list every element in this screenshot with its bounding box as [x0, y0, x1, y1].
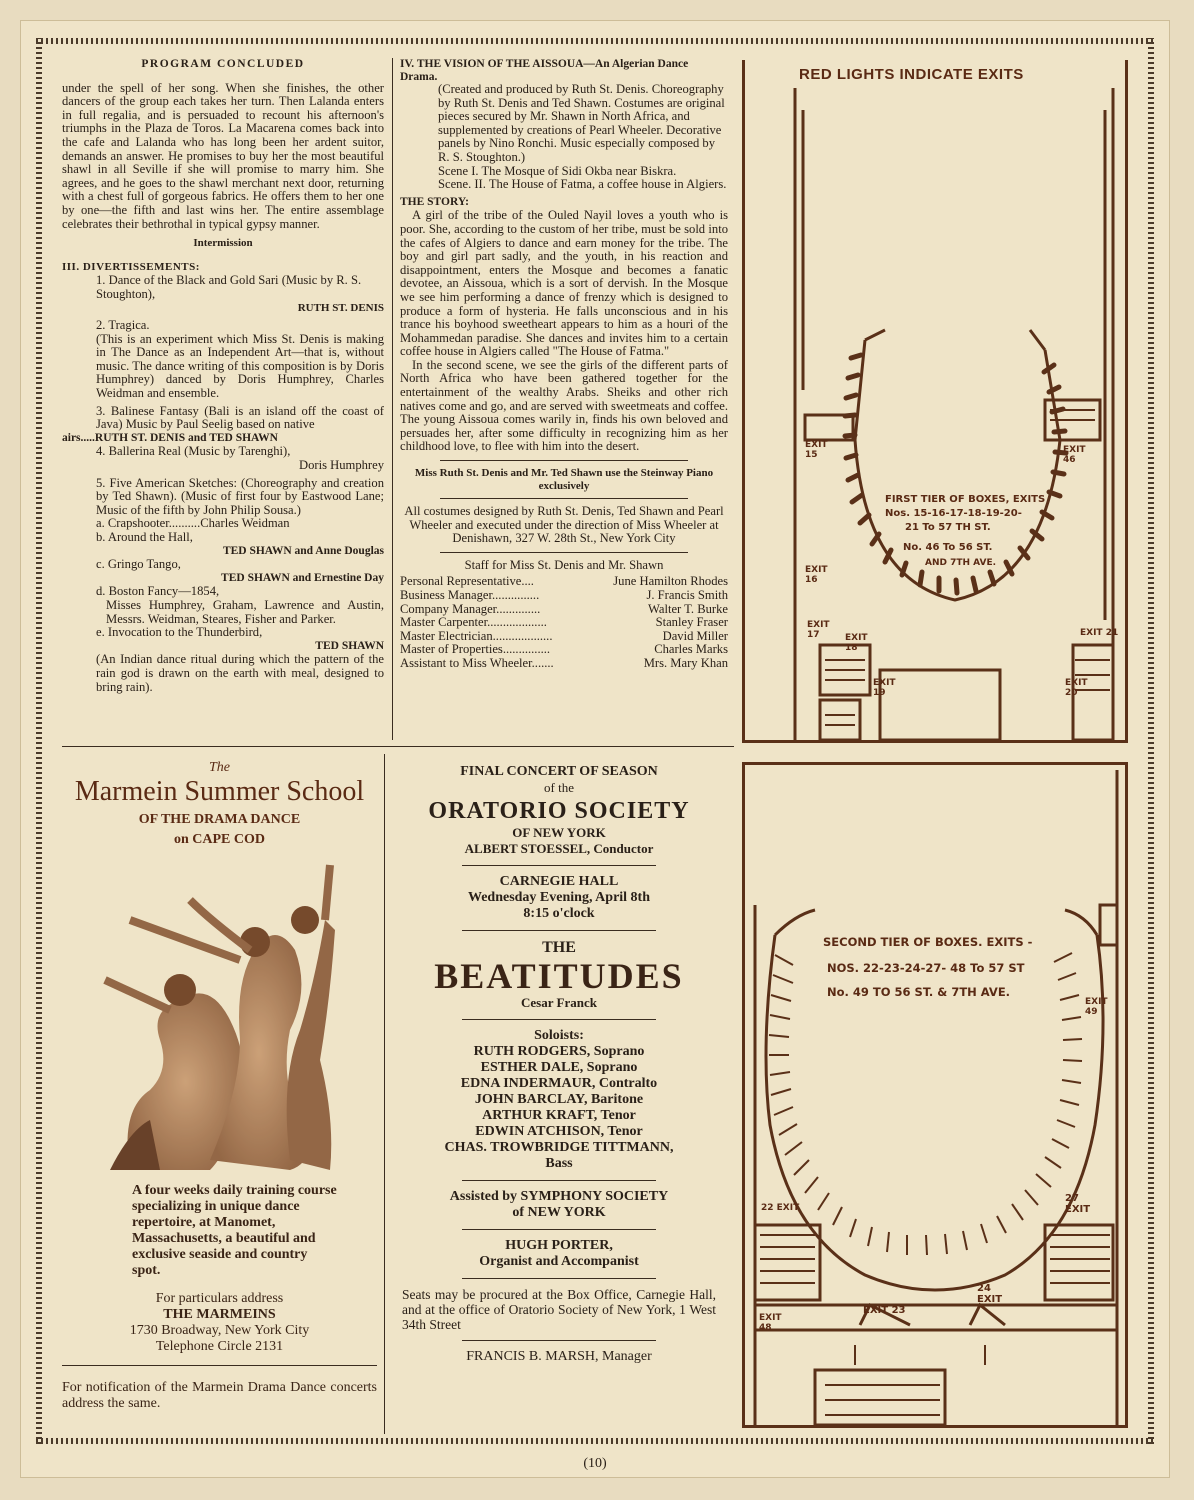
- item-5e: e. Invocation to the Thunderbird,: [96, 625, 263, 640]
- oratorio-organist: HUGH PORTER,: [505, 1238, 613, 1253]
- vision-column: [400, 58, 728, 671]
- left-border: [36, 38, 42, 1444]
- piano-note: Miss Ruth St. Denis and Mr. Ted Shawn use the Steinway Piano exclusively: [414, 467, 714, 492]
- staff-role: Personal Representative....: [400, 574, 534, 589]
- marmein-subtitle: OF THE DRAMA DANCE: [138, 812, 301, 827]
- marmein-the: The: [209, 760, 230, 775]
- item-5d: d. Boston Fancy—1854,: [96, 584, 220, 599]
- exit-label: EXIT 17: [807, 620, 830, 640]
- item-4: 4. Ballerina Real (Music by Tarenghi),: [96, 444, 291, 459]
- staff-role: Company Manager..............: [400, 601, 541, 616]
- costumes-note: All costumes designed by Ruth St. Denis, Ted Shawn and Pearl Wheeler and executed under the direction of Miss Wheeler at Denishawn, 327 W. 28th St., New York City: [404, 504, 724, 546]
- staff-title: Staff for Miss St. Denis and Mr. Shawn: [464, 557, 664, 572]
- staff-row: [400, 657, 728, 671]
- oratorio-venue: CARNEGIE HALL: [499, 874, 619, 889]
- exit-label: 22 EXIT: [761, 1203, 800, 1213]
- staff-name: J. Francis Smith: [646, 588, 728, 602]
- second-tier-diagram: [745, 765, 1125, 1425]
- item-3: 3. Balinese Fantasy (Bali is an island off the coast of Java) Music by Paul Seelig based on native: [96, 403, 384, 432]
- oratorio-rule-3: [462, 1019, 656, 1020]
- staff-row: [400, 589, 728, 603]
- plan1-caption-2: Nos. 15-16-17-18-19-20-: [885, 508, 1022, 519]
- staff-role: Business Manager...............: [400, 588, 540, 602]
- rule-2: [440, 498, 688, 499]
- plan1-caption-1: FIRST TIER OF BOXES, EXITS: [885, 494, 1046, 505]
- soloist: EDNA INDERMAUR, Contralto: [460, 1076, 658, 1091]
- staff-name: David Miller: [662, 628, 728, 643]
- plan2-caption-3: No. 49 TO 56 ST. & 7TH AVE.: [827, 985, 1011, 999]
- item-1-performer: RUTH ST. DENIS: [297, 301, 384, 314]
- staff-role: Assistant to Miss Wheeler.......: [400, 655, 554, 670]
- staff-row: [400, 643, 728, 657]
- second-tier-floor-plan: [742, 762, 1128, 1428]
- staff-name: Walter T. Burke: [647, 601, 728, 616]
- staff-name: Charles Marks: [654, 642, 728, 657]
- exit-label: EXIT 46: [1063, 445, 1086, 465]
- oratorio-rule-2: [462, 930, 656, 931]
- marmein-body: A four weeks daily training course specializing in unique dance repertoire, at Manomet, Massachusetts, a beautiful and exclusive seaside and country spot.: [132, 1183, 337, 1278]
- oratorio-assisted: Assisted by SYMPHONY SOCIETY: [449, 1189, 669, 1204]
- oratorio-rule-6: [462, 1278, 656, 1279]
- soloist-bass: Bass: [545, 1156, 573, 1171]
- exit-label: EXIT 18: [845, 633, 868, 653]
- soloist: RUTH RODGERS, Soprano: [473, 1044, 645, 1059]
- story-p1: A girl of the tribe of the Ouled Nayil loves a youth who is poor. She, according to the custom of her tribe, must be sold into the cafes of Algiers to dance and earn money for the tribe. The boy and girl part sadly, and the youth, in his reaction and disappointment, enters the Mosque and becomes a fanatic devotee, an Aissoua, which is a sort of dervish. In the Mosque we see him performing a dance of frenzy which is designed to produce a form of hysteria. He falls unconscious and in his trance his boyhood sweetheart appears to him as a houri of the Mohammedan paradise. She dances and invites him to a certain coffee house in Algiers called "The House of Fatma.": [400, 208, 728, 359]
- item-5c-performer: TED SHAWN and Ernestine Day: [221, 571, 384, 584]
- exit-label: EXIT 15: [805, 440, 828, 460]
- marmein-name: THE MARMEINS: [163, 1307, 276, 1322]
- program-page: [20, 20, 1170, 1478]
- plan1-caption-4: No. 46 To 56 ST.: [903, 542, 993, 553]
- vision-credits: (Created and produced by Ruth St. Denis. Choreography by Ruth St. Denis and Ted Shawn. Costumes are original pieces secured by Mr. Shawn in North Africa, and supplemented by creations of Pearl Wheeler. Decorative panels by Nino Ronchi. Music especially composed by R. S. Stoughton.): [438, 82, 725, 164]
- dancers-photo: [90, 860, 350, 1170]
- oratorio-the: THE: [542, 939, 576, 956]
- marmein-notification: For notification of the Marmein Drama Dance concerts address the same.: [62, 1380, 377, 1411]
- marmein-title: Marmein Summer School: [74, 776, 365, 807]
- marmein-advertisement: [62, 760, 377, 1426]
- oratorio-line-2: of the: [544, 780, 574, 795]
- marmein-rule: [62, 1365, 377, 1366]
- right-border: [1148, 38, 1154, 1444]
- column-divider-1: [392, 58, 393, 740]
- oratorio-conductor: ALBERT STOESSEL, Conductor: [464, 841, 654, 856]
- item-5e-performer: TED SHAWN: [315, 639, 384, 652]
- page-number: (10): [583, 1456, 607, 1471]
- marmein-phone: Telephone Circle 2131: [155, 1339, 284, 1354]
- intermission: Intermission: [193, 237, 253, 250]
- oratorio-manager: FRANCIS B. MARSH, Manager: [466, 1349, 652, 1364]
- marmein-location: on CAPE COD: [173, 832, 265, 847]
- vision-title: IV. THE VISION OF THE AISSOUA—An Algerian Dance Drama.: [400, 58, 689, 83]
- oratorio-date: Wednesday Evening, April 8th: [467, 890, 651, 905]
- marmein-particulars: For particulars address: [155, 1291, 284, 1306]
- staff-role: Master of Properties...............: [400, 642, 551, 657]
- oratorio-work: BEATITUDES: [434, 956, 684, 996]
- soloists-title: Soloists:: [534, 1028, 584, 1043]
- item-5e-note: (An Indian dance ritual during which the pattern of the rain god is drawn on the earth with meal, designed to bring rain).: [96, 652, 384, 694]
- item-1: 1. Dance of the Black and Gold Sari (Music by R. S. Stoughton),: [96, 273, 362, 301]
- staff-role: Master Carpenter...................: [400, 615, 547, 630]
- first-tier-floor-plan: [742, 60, 1128, 743]
- staff-list: [400, 575, 728, 670]
- rule-3: [440, 552, 688, 553]
- plan-title: RED LIGHTS INDICATE EXITS: [799, 66, 1024, 83]
- staff-row: [400, 603, 728, 617]
- program-column: [62, 58, 384, 694]
- oratorio-seats: Seats may be procured at the Box Office, Carnegie Hall, and at the office of Oratorio Society of New York, 1 West 34th Street: [402, 1287, 716, 1332]
- exit-label: EXIT 16: [805, 565, 828, 585]
- marmein-address: 1730 Broadway, New York City: [129, 1323, 310, 1338]
- rule-1: [440, 460, 688, 461]
- exit-label: 24 EXIT: [977, 1283, 1003, 1305]
- exit-label: EXIT 49: [1085, 997, 1108, 1017]
- oratorio-line-1: FINAL CONCERT OF SEASON: [460, 764, 658, 779]
- story-end: under the spell of her song. When she finishes, the other dancers of the group each takes her turn. Then Lalanda enters in full regalia, and is persuaded to recount his afternoon's triumphs in the Plaza de Toros. La Macarena comes back into the cafe and Lalanda who has long been her ardent suitor, demands an answer. He promises to buy her the most beautiful shawl in all Seville if she will promise to marry him. She agrees, and he goes to the shawl merchant next door, returning with a chest full of gorgeous fabrics. He offers them to her one by one—the fifth and last wins her. The entire assemblage celebrates their bethrothal in typical gypsy manner.: [62, 80, 384, 231]
- item-2: 2. Tragica.: [96, 318, 150, 333]
- story-title: THE STORY:: [400, 195, 469, 208]
- staff-role: Master Electrician...................: [400, 628, 553, 643]
- item-2-note: (This is an experiment which Miss St. Denis is making in The Dance as an Independent Art—that is, without music. The dance writing of this composition is by Doris Humphrey) danced by Doris Humphrey, Charles Weidman and ensemble.: [96, 331, 384, 401]
- divertissements-title: III. DIVERTISSEMENTS:: [62, 260, 200, 273]
- exit-label: 27 EXIT: [1065, 1193, 1091, 1215]
- exit-label: EXIT 21: [1080, 628, 1119, 638]
- first-tier-diagram: [745, 60, 1125, 740]
- item-5d-performers: Misses Humphrey, Graham, Lawrence and Austin, Messrs. Weidman, Steares, Fisher and Parker.: [106, 597, 384, 626]
- item-4-performer: Doris Humphrey: [299, 458, 384, 473]
- oratorio-time: 8:15 o'clock: [523, 906, 595, 921]
- oratorio-rule-1: [462, 865, 656, 866]
- staff-name: Mrs. Mary Khan: [643, 655, 728, 670]
- oratorio-society: ORATORIO SOCIETY: [428, 798, 690, 824]
- soloist: EDWIN ATCHISON, Tenor: [475, 1124, 643, 1139]
- oratorio-rule-4: [462, 1180, 656, 1181]
- oratorio-rule-7: [462, 1340, 656, 1341]
- exit-label: EXIT 23: [863, 1305, 906, 1316]
- item-5a: a. Crapshooter..........Charles Weidman: [96, 516, 290, 531]
- staff-row: [400, 616, 728, 630]
- column-divider-2: [384, 754, 385, 1434]
- bottom-border: [36, 1438, 1154, 1444]
- soloist: JOHN BARCLAY, Baritone: [474, 1092, 644, 1107]
- plan2-caption-2: NOS. 22-23-24-27- 48 To 57 ST: [827, 961, 1025, 975]
- program-heading: PROGRAM CONCLUDED: [141, 58, 305, 70]
- horizontal-divider: [62, 746, 734, 747]
- oratorio-organist-role: Organist and Accompanist: [479, 1254, 639, 1269]
- staff-row: [400, 575, 728, 589]
- story-p2: In the second scene, we see the girls of the different parts of North Africa who have been gathered together for the entertainment of the wealthy Arabs. Sheiks and other rich natives come and go, and are served with sweetmeats and coffee. The young Aissoua comes warily in, finds his own beloved and persuades her, after some difficulty in recognizing him as her childhood love, to flee with him into the desert.: [400, 357, 728, 454]
- plan2-caption-1: SECOND TIER OF BOXES. EXITS -: [823, 935, 1033, 949]
- top-border: [36, 38, 1154, 44]
- staff-name: June Hamilton Rhodes: [613, 574, 728, 589]
- item-5b: b. Around the Hall,: [96, 530, 193, 544]
- exit-label: EXIT 20: [1065, 678, 1088, 698]
- scene-2: Scene. II. The House of Fatma, a coffee house in Algiers.: [438, 177, 727, 192]
- exit-label: EXIT 19: [873, 678, 896, 698]
- oratorio-society-2: OF NEW YORK: [512, 825, 606, 840]
- oratorio-composer: Cesar Franck: [521, 995, 597, 1010]
- item-3-line: airs.....RUTH ST. DENIS and TED SHAWN: [62, 431, 278, 444]
- oratorio-advertisement: [392, 764, 726, 1365]
- soloist: ARTHUR KRAFT, Tenor: [482, 1108, 636, 1123]
- item-5: 5. Five American Sketches: (Choreography and creation by Ted Shawn). (Music of first four by Eastwood Lane; Music of the fifth by John Philip Sousa.): [96, 475, 384, 517]
- plan1-caption-3: 21 To 57 TH ST.: [905, 522, 991, 533]
- staff-name: Stanley Fraser: [655, 615, 728, 630]
- soloist: ESTHER DALE, Soprano: [480, 1060, 638, 1075]
- soloist: CHAS. TROWBRIDGE TITTMANN,: [444, 1140, 674, 1155]
- staff-row: [400, 630, 728, 644]
- plan1-caption-5: AND 7TH AVE.: [925, 558, 997, 568]
- item-5c: c. Gringo Tango,: [96, 557, 181, 572]
- exit-label: EXIT 48: [759, 1313, 782, 1333]
- oratorio-assisted-2: of NEW YORK: [512, 1205, 606, 1220]
- item-5b-performer: TED SHAWN and Anne Douglas: [222, 544, 384, 557]
- oratorio-rule-5: [462, 1229, 656, 1230]
- scene-1: Scene I. The Mosque of Sidi Okba near Biskra.: [438, 163, 677, 178]
